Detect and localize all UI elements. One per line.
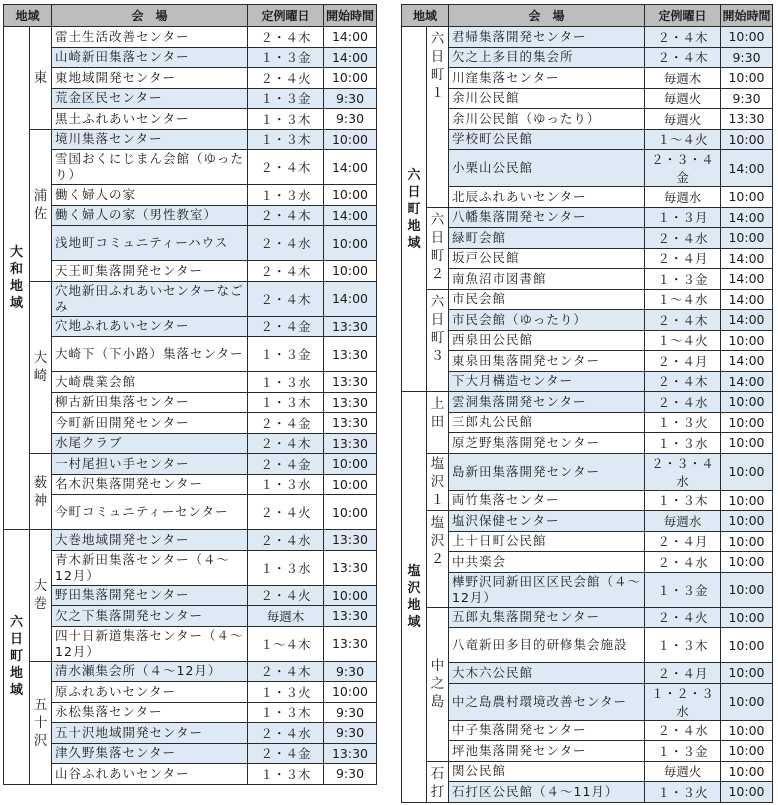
- venue-cell: 五郎丸集落開発センター: [449, 607, 645, 628]
- table-row: [4, 702, 377, 723]
- table-row: [402, 741, 773, 762]
- day-cell: 毎週水: [645, 187, 721, 208]
- time-cell: 10:00: [324, 261, 377, 282]
- venue-cell: 三郎丸公民館: [449, 412, 645, 433]
- table-row: [4, 433, 377, 454]
- venue-cell: 水尾クラブ: [52, 433, 248, 454]
- time-cell: 14:00: [721, 371, 773, 392]
- table-row: [4, 185, 377, 206]
- venue-cell: 四十日新道集落センター（４～12月）: [52, 626, 248, 661]
- region-label: 六 日 町 地 域: [402, 27, 427, 392]
- subregion-label: 六 日 町 １: [427, 27, 449, 208]
- day-cell: １・３木: [645, 628, 721, 663]
- time-cell: 10:00: [721, 761, 773, 782]
- venue-cell: 両竹集落センター: [449, 490, 645, 511]
- header-region: 地域: [4, 5, 52, 27]
- day-cell: １～４火: [645, 330, 721, 351]
- day-cell: １・３水: [248, 474, 324, 495]
- table-row: [402, 531, 773, 552]
- table-row: [402, 248, 773, 269]
- venue-cell: 大木六公民館: [449, 663, 645, 684]
- table-row: [4, 337, 377, 372]
- day-cell: ２・４水: [248, 530, 324, 551]
- table-row: [4, 585, 377, 606]
- time-cell: 14:00: [721, 269, 773, 290]
- table-row: [4, 661, 377, 682]
- table-row: [402, 453, 773, 490]
- day-cell: １～４水: [645, 289, 721, 310]
- venue-cell: 働く婦人の家（男性教室）: [52, 205, 248, 226]
- time-cell: 10:00: [721, 607, 773, 628]
- venue-cell: 余川公民館: [449, 88, 645, 109]
- day-cell: ２・４水: [645, 228, 721, 249]
- table-row: [4, 392, 377, 413]
- day-cell: １～４木: [248, 626, 324, 661]
- venue-cell: 黒土ふれあいセンター: [52, 109, 248, 130]
- time-cell: 9:30: [721, 47, 773, 68]
- venue-cell: 雷土生活改善センター: [52, 27, 248, 48]
- subregion-label: 塩 沢 ２: [427, 511, 449, 608]
- venue-cell: 市民会館: [449, 289, 645, 310]
- day-cell: ２・４火: [248, 495, 324, 530]
- table-row: [4, 88, 377, 109]
- time-cell: 10:00: [721, 453, 773, 490]
- table-row: [4, 372, 377, 393]
- day-cell: ２・４月: [645, 248, 721, 269]
- subregion-label: 大 崎: [30, 281, 52, 454]
- venue-cell: 境川集落センター: [52, 129, 248, 150]
- header-day: 定例曜日: [645, 5, 721, 27]
- table-row: [4, 281, 377, 316]
- table-row: [402, 109, 773, 130]
- venue-cell: 穴地ふれあいセンター: [52, 316, 248, 337]
- day-cell: ２・４木: [248, 261, 324, 282]
- time-cell: 13:30: [324, 530, 377, 551]
- table-row: [402, 310, 773, 331]
- table-row: [402, 490, 773, 511]
- time-cell: 14:00: [324, 150, 377, 185]
- venue-cell: 一村尾担い手センター: [52, 454, 248, 475]
- day-cell: ２・４月: [645, 663, 721, 684]
- table-row: [402, 782, 773, 803]
- time-cell: 10:00: [721, 531, 773, 552]
- venue-cell: 学校町公民館: [449, 129, 645, 150]
- venue-cell: 働く婦人の家: [52, 185, 248, 206]
- time-cell: 13:30: [324, 550, 377, 585]
- day-cell: １・３火: [248, 682, 324, 703]
- schedule-table-left: [3, 4, 377, 785]
- venue-cell: 浅地町コミュニティーハウス: [52, 226, 248, 261]
- time-cell: 9:30: [324, 109, 377, 130]
- day-cell: １・３木: [248, 392, 324, 413]
- day-cell: １・２・３水: [645, 683, 721, 720]
- day-cell: １・３水: [248, 185, 324, 206]
- time-cell: 10:00: [721, 330, 773, 351]
- day-cell: ２・４木: [645, 310, 721, 331]
- day-cell: ２・４火: [248, 68, 324, 89]
- day-cell: １・３金: [248, 337, 324, 372]
- table-row: [402, 47, 773, 68]
- time-cell: 13:30: [721, 109, 773, 130]
- header-venue: 会 場: [449, 5, 645, 27]
- venue-cell: 中子集落開発センター: [449, 720, 645, 741]
- day-cell: １・３火: [645, 412, 721, 433]
- table-row: [4, 454, 377, 475]
- subregion-label: 中 之 島: [427, 607, 449, 761]
- day-cell: ２・３・４金: [645, 150, 721, 187]
- time-cell: 13:30: [324, 626, 377, 661]
- venue-cell: 雪国おくにじまん会館（ゆったり）: [52, 150, 248, 185]
- time-cell: 13:30: [324, 606, 377, 627]
- venue-cell: 関公民館: [449, 761, 645, 782]
- time-cell: 10:00: [721, 683, 773, 720]
- table-row: [4, 530, 377, 551]
- day-cell: １・３月: [645, 207, 721, 228]
- time-cell: 10:00: [721, 552, 773, 573]
- day-cell: ２・４金: [248, 316, 324, 337]
- day-cell: ２・４水: [645, 720, 721, 741]
- table-row: [402, 289, 773, 310]
- time-cell: 10:00: [721, 412, 773, 433]
- venue-cell: 穴地新田ふれあいセンターなごみ: [52, 281, 248, 316]
- time-cell: 10:00: [721, 129, 773, 150]
- table-row: [402, 720, 773, 741]
- day-cell: １・３金: [248, 47, 324, 68]
- venue-cell: 島新田集落開発センター: [449, 453, 645, 490]
- venue-cell: 八幡集落開発センター: [449, 207, 645, 228]
- day-cell: ２・４木: [248, 150, 324, 185]
- time-cell: 13:30: [324, 316, 377, 337]
- venue-cell: 塩沢保健センター: [449, 511, 645, 532]
- table-row: [4, 723, 377, 744]
- time-cell: 10:00: [324, 185, 377, 206]
- table-row: [402, 150, 773, 187]
- day-cell: １・３水: [248, 372, 324, 393]
- day-cell: ２・４木: [248, 281, 324, 316]
- subregion-label: 六 日 町 ２: [427, 207, 449, 289]
- time-cell: 14:00: [721, 150, 773, 187]
- time-cell: 9:30: [324, 702, 377, 723]
- time-cell: 14:00: [324, 205, 377, 226]
- header-row: [402, 5, 773, 27]
- table-row: [402, 330, 773, 351]
- venue-cell: 上十日町公民館: [449, 531, 645, 552]
- table-row: [4, 226, 377, 261]
- region-label: 大 和 地 域: [4, 27, 30, 530]
- time-cell: 9:30: [324, 88, 377, 109]
- table-row: [4, 606, 377, 627]
- time-cell: 10:00: [324, 495, 377, 530]
- header-venue: 会 場: [52, 5, 248, 27]
- subregion-label: 上 田: [427, 392, 449, 454]
- table-row: [402, 552, 773, 573]
- header-region: 地域: [402, 5, 449, 27]
- day-cell: １・３水: [248, 550, 324, 585]
- time-cell: 9:30: [324, 764, 377, 785]
- day-cell: ２・４月: [645, 531, 721, 552]
- table-row: [4, 109, 377, 130]
- venue-cell: 余川公民館（ゆったり）: [449, 109, 645, 130]
- time-cell: 14:00: [721, 207, 773, 228]
- venue-cell: 石打区公民館（４～11月）: [449, 782, 645, 803]
- day-cell: ２・４木: [248, 433, 324, 454]
- day-cell: ２・４火: [645, 607, 721, 628]
- venue-cell: 山谷ふれあいセンター: [52, 764, 248, 785]
- time-cell: 10:00: [721, 720, 773, 741]
- venue-cell: 五十沢地域開発センター: [52, 723, 248, 744]
- table-row: [402, 269, 773, 290]
- venue-cell: 川窪集落センター: [449, 68, 645, 89]
- table-row: [402, 511, 773, 532]
- day-cell: ２・４木: [248, 27, 324, 48]
- time-cell: 14:00: [721, 248, 773, 269]
- venue-cell: 樺野沢同新田区区民会館（４～12月）: [449, 572, 645, 607]
- table-row: [402, 88, 773, 109]
- venue-cell: 欠之上多目的集会所: [449, 47, 645, 68]
- table-row: [4, 316, 377, 337]
- time-cell: 14:00: [721, 289, 773, 310]
- day-cell: ２・４木: [645, 47, 721, 68]
- venue-cell: 原芝野集落開発センター: [449, 433, 645, 454]
- table-row: [402, 628, 773, 663]
- day-cell: ２・４水: [248, 723, 324, 744]
- day-cell: １・３木: [248, 702, 324, 723]
- venue-cell: 永松集落センター: [52, 702, 248, 723]
- venue-cell: 中共楽会: [449, 552, 645, 573]
- venue-cell: 坪池集落開発センター: [449, 741, 645, 762]
- time-cell: 9:30: [324, 661, 377, 682]
- time-cell: 13:30: [324, 337, 377, 372]
- time-cell: 14:00: [324, 27, 377, 48]
- table-row: [4, 205, 377, 226]
- subregion-label: 五 十 沢: [30, 661, 52, 784]
- time-cell: 13:30: [324, 392, 377, 413]
- table-row: [402, 607, 773, 628]
- day-cell: 毎週木: [248, 606, 324, 627]
- time-cell: 10:00: [324, 474, 377, 495]
- venue-cell: 大崎下（下小路）集落センター: [52, 337, 248, 372]
- table-row: [402, 683, 773, 720]
- venue-cell: 荒金区民センター: [52, 88, 248, 109]
- header-row: [4, 5, 377, 27]
- day-cell: １・３木: [248, 129, 324, 150]
- time-cell: 10:00: [324, 226, 377, 261]
- table-row: [4, 626, 377, 661]
- venue-cell: 柳古新田集落センター: [52, 392, 248, 413]
- table-row: [4, 129, 377, 150]
- day-cell: １・３金: [645, 741, 721, 762]
- time-cell: 10:00: [721, 187, 773, 208]
- venue-cell: 南魚沼市図書館: [449, 269, 645, 290]
- time-cell: 10:00: [721, 782, 773, 803]
- day-cell: ２・４水: [645, 552, 721, 573]
- table-row: [4, 27, 377, 48]
- time-cell: 10:00: [721, 27, 773, 48]
- time-cell: 10:00: [721, 490, 773, 511]
- time-cell: 9:30: [324, 723, 377, 744]
- time-cell: 10:00: [721, 392, 773, 413]
- day-cell: ２・３・４水: [645, 453, 721, 490]
- day-cell: １・３火: [645, 782, 721, 803]
- header-time: 開始時間: [324, 5, 377, 27]
- venue-cell: 大巻地域開発センター: [52, 530, 248, 551]
- time-cell: 13:30: [324, 743, 377, 764]
- table-row: [402, 433, 773, 454]
- time-cell: 13:30: [324, 372, 377, 393]
- table-row: [402, 27, 773, 48]
- day-cell: ２・４金: [248, 454, 324, 475]
- time-cell: 13:30: [324, 413, 377, 434]
- table-row: [4, 68, 377, 89]
- header-day: 定例曜日: [248, 5, 324, 27]
- venue-cell: 坂戸公民館: [449, 248, 645, 269]
- subregion-label: 塩 沢 １: [427, 453, 449, 511]
- table-row: [402, 371, 773, 392]
- subregion-label: 東: [30, 27, 52, 130]
- table-row: [4, 150, 377, 185]
- venue-cell: 青木新田集落センター（４～12月）: [52, 550, 248, 585]
- table-row: [4, 743, 377, 764]
- header-time: 開始時間: [721, 5, 773, 27]
- table-row: [402, 351, 773, 372]
- day-cell: ２・４水: [645, 392, 721, 413]
- table-row: [402, 761, 773, 782]
- table-row: [4, 550, 377, 585]
- day-cell: ２・４金: [248, 743, 324, 764]
- day-cell: 毎週火: [645, 761, 721, 782]
- venue-cell: 清水瀬集会所（４～12月）: [52, 661, 248, 682]
- table-row: [402, 663, 773, 684]
- venue-cell: 天王町集落開発センター: [52, 261, 248, 282]
- time-cell: 10:00: [324, 68, 377, 89]
- table-row: [402, 68, 773, 89]
- time-cell: 10:00: [721, 68, 773, 89]
- venue-cell: 欠之下集落開発センター: [52, 606, 248, 627]
- time-cell: 10:00: [324, 682, 377, 703]
- day-cell: ２・４月: [645, 351, 721, 372]
- time-cell: 14:00: [721, 351, 773, 372]
- venue-cell: 大崎農業会館: [52, 372, 248, 393]
- venue-cell: 北辰ふれあいセンター: [449, 187, 645, 208]
- table-row: [4, 261, 377, 282]
- day-cell: １～４火: [645, 129, 721, 150]
- venue-cell: 君帰集落開発センター: [449, 27, 645, 48]
- subregion-label: 薮 神: [30, 454, 52, 530]
- venue-cell: 山崎新田集落センター: [52, 47, 248, 68]
- venue-cell: 東泉田集落開発センター: [449, 351, 645, 372]
- day-cell: １・３金: [645, 269, 721, 290]
- table-row: [402, 412, 773, 433]
- table-row: [4, 495, 377, 530]
- venue-cell: 今町コミュニティーセンター: [52, 495, 248, 530]
- day-cell: ２・４木: [645, 27, 721, 48]
- time-cell: 10:00: [721, 228, 773, 249]
- table-row: [402, 187, 773, 208]
- table-row: [4, 764, 377, 785]
- time-cell: 14:00: [721, 310, 773, 331]
- venue-cell: 八竜新田多目的研修集会施設: [449, 628, 645, 663]
- region-label: 六 日 町 地 域: [4, 530, 30, 785]
- time-cell: 10:00: [721, 628, 773, 663]
- time-cell: 9:30: [721, 88, 773, 109]
- day-cell: １・３金: [645, 572, 721, 607]
- day-cell: ２・４水: [248, 226, 324, 261]
- day-cell: ２・４金: [248, 413, 324, 434]
- table-row: [4, 474, 377, 495]
- table-row: [402, 392, 773, 413]
- venue-cell: 市民会館（ゆったり）: [449, 310, 645, 331]
- venue-cell: 下大月構造センター: [449, 371, 645, 392]
- table-row: [402, 228, 773, 249]
- venue-cell: 小栗山公民館: [449, 150, 645, 187]
- table-row: [402, 207, 773, 228]
- day-cell: 毎週木: [645, 68, 721, 89]
- time-cell: 10:00: [324, 454, 377, 475]
- day-cell: １・３金: [248, 88, 324, 109]
- venue-cell: 東地域開発センター: [52, 68, 248, 89]
- time-cell: 10:00: [721, 511, 773, 532]
- day-cell: １・３水: [645, 433, 721, 454]
- day-cell: １・３木: [645, 490, 721, 511]
- venue-cell: 中之島農村環境改善センター: [449, 683, 645, 720]
- venue-cell: 原ふれあいセンター: [52, 682, 248, 703]
- table-row: [402, 129, 773, 150]
- subregion-label: 大 巻: [30, 530, 52, 662]
- day-cell: ２・４木: [248, 661, 324, 682]
- time-cell: 10:00: [324, 129, 377, 150]
- subregion-label: 浦 佐: [30, 129, 52, 281]
- venue-cell: 津久野集落センター: [52, 743, 248, 764]
- subregion-label: 六 日 町 ３: [427, 289, 449, 392]
- time-cell: 10:00: [721, 572, 773, 607]
- venue-cell: 野田集落開発センター: [52, 585, 248, 606]
- venue-cell: 今町新田開発センター: [52, 413, 248, 434]
- time-cell: 13:30: [324, 433, 377, 454]
- day-cell: 毎週火: [645, 109, 721, 130]
- table-row: [4, 413, 377, 434]
- day-cell: 毎週水: [645, 511, 721, 532]
- region-label: 塩 沢 地 域: [402, 392, 427, 803]
- venue-cell: 名木沢集落開発センター: [52, 474, 248, 495]
- day-cell: １・３木: [248, 109, 324, 130]
- table-row: [4, 47, 377, 68]
- day-cell: ２・４木: [248, 205, 324, 226]
- day-cell: ２・４火: [248, 585, 324, 606]
- time-cell: 10:00: [721, 741, 773, 762]
- venue-cell: 雲洞集落開発センター: [449, 392, 645, 413]
- day-cell: 毎週火: [645, 88, 721, 109]
- venue-cell: 西泉田公民館: [449, 330, 645, 351]
- subregion-label: 石 打: [427, 761, 449, 802]
- venue-cell: 緑町会館: [449, 228, 645, 249]
- time-cell: 14:00: [324, 281, 377, 316]
- time-cell: 10:00: [721, 663, 773, 684]
- time-cell: 14:00: [324, 47, 377, 68]
- time-cell: 10:00: [721, 433, 773, 454]
- day-cell: ２・４木: [645, 371, 721, 392]
- schedule-table-right: [401, 4, 773, 803]
- table-row: [402, 572, 773, 607]
- day-cell: １・３木: [248, 764, 324, 785]
- table-row: [4, 682, 377, 703]
- time-cell: 10:00: [324, 585, 377, 606]
